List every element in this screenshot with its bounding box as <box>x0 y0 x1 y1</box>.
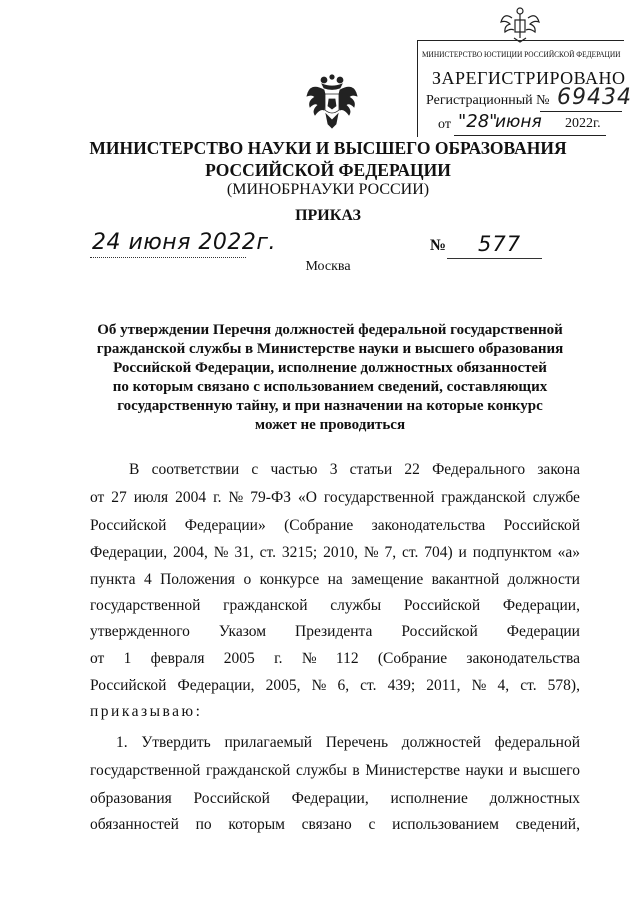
subject-line: государственную тайну, и при назначении на которые конкурс <box>117 398 543 414</box>
body-word: образования <box>90 790 172 807</box>
subject-line: по которым связано с использованием сведений, составляющих <box>112 379 548 395</box>
body-word: Федерации, <box>90 544 168 561</box>
body-word: соответствии <box>151 461 240 478</box>
body-word: № <box>228 489 244 506</box>
stamp-ministry-name: МИНИСТЕРСТВО ЮСТИЦИИ РОССИЙСКОЙ ФЕДЕРАЦИИ <box>422 50 621 59</box>
body-word: государственной <box>90 762 201 779</box>
body-word: 27 <box>111 489 127 506</box>
stamp-emblem-icon <box>498 4 542 44</box>
body-line <box>129 460 580 480</box>
stamp-number-underline <box>540 111 622 112</box>
body-word: с <box>368 816 376 833</box>
body-word: по <box>195 816 212 833</box>
body-word: (Собрание <box>377 650 448 667</box>
body-word: Российской <box>193 790 270 807</box>
body-word: утвержденного <box>90 623 190 640</box>
ministry-name-line2: РОССИЙСКОЙ ФЕДЕРАЦИИ <box>205 160 451 180</box>
body-word: связано <box>301 816 352 833</box>
body-word: Российской <box>401 623 478 640</box>
body-word: 704) <box>424 544 453 561</box>
stamp-registered-label: ЗАРЕГИСТРИРОВАНО <box>432 68 626 88</box>
body-line <box>116 733 580 753</box>
body-word: должности <box>507 571 580 588</box>
body-word: (Собрание <box>284 517 354 534</box>
body-word: Федерации» <box>184 517 266 534</box>
body-word: 1 <box>123 650 132 667</box>
coat-of-arms-icon <box>306 74 358 130</box>
body-word: № <box>213 544 229 561</box>
body-word: государственной <box>323 489 435 506</box>
body-line <box>90 596 580 616</box>
body-word: Российской <box>403 597 481 614</box>
body-word: 4 <box>143 571 152 588</box>
stamp-date-prefix: от <box>438 117 451 132</box>
body-word: исполнение <box>390 790 468 807</box>
ministry-name-line1: МИНИСТЕРСТВО НАУКИ И ВЫСШЕГО ОБРАЗОВАНИЯ <box>89 138 567 158</box>
body-word: 2004, <box>172 544 208 561</box>
body-word: Указом <box>218 623 267 640</box>
body-word: № <box>311 677 327 694</box>
body-word: 79-ФЗ <box>250 489 291 506</box>
body-word: службе <box>532 489 580 506</box>
stamp-date-underline <box>454 135 606 136</box>
body-word: высшего <box>522 762 580 779</box>
body-word: гражданской <box>223 597 308 614</box>
body-word: Президента <box>295 623 373 640</box>
body-word: должностных <box>489 790 580 807</box>
body-line <box>90 815 580 835</box>
order-number: 577 <box>478 232 522 256</box>
body-word: № <box>363 544 379 561</box>
stamp-date-month: июня <box>495 112 542 132</box>
body-word: Федерации, <box>502 597 580 614</box>
body-word: г. <box>274 650 283 667</box>
order-date: 24 июня 2022г. <box>92 230 276 255</box>
body-word: июля <box>133 489 169 506</box>
body-word: Федерации, <box>177 677 255 694</box>
body-word: подпунктом <box>472 544 552 561</box>
body-word: 439; <box>387 677 416 694</box>
stamp-registration-label: Регистрационный № <box>426 93 550 108</box>
body-line: приказываю: <box>90 703 203 720</box>
body-word: 6, <box>337 677 350 694</box>
body-word: февраля <box>150 650 205 667</box>
body-word: 3215; <box>281 544 318 561</box>
body-word: 4, <box>497 677 510 694</box>
body-word: ст. <box>520 677 537 694</box>
body-word: Российской <box>503 517 580 534</box>
stamp-date-year: 2022г. <box>565 116 601 131</box>
subject-line: может не проводиться <box>254 417 406 433</box>
body-word: на <box>327 571 343 588</box>
body-word: о <box>243 571 252 588</box>
body-line <box>90 543 580 563</box>
order-number-label: № <box>430 237 447 254</box>
body-word: 112 <box>335 650 359 667</box>
body-word: Российской <box>90 677 167 694</box>
body-line <box>90 676 580 696</box>
body-word: 2004 <box>175 489 207 506</box>
body-line <box>90 761 580 781</box>
body-word: вакантной <box>431 571 500 588</box>
order-date-underline <box>90 257 246 258</box>
body-word: науки <box>465 762 504 779</box>
body-word: в <box>352 762 360 779</box>
body-line <box>90 488 580 508</box>
body-word: с <box>251 461 259 478</box>
body-word: Утвердить <box>141 734 211 751</box>
body-word: 31, <box>234 544 254 561</box>
body-word: службы <box>295 762 347 779</box>
body-word: ст. <box>360 677 377 694</box>
subject-line: гражданской службы в Министерстве науки и высшего образования <box>96 341 564 357</box>
body-word: г. <box>213 489 222 506</box>
body-word: государственной <box>90 597 201 614</box>
body-word: замещение <box>351 571 424 588</box>
body-word: ст. <box>401 544 419 561</box>
body-word: федеральной <box>494 734 580 751</box>
body-word: Федерального <box>432 461 526 478</box>
body-word: законодательства <box>371 517 486 534</box>
body-word: службы <box>330 597 382 614</box>
body-word: Министерстве <box>365 762 460 779</box>
body-word: гражданской <box>205 762 291 779</box>
body-word: Перечень <box>325 734 389 751</box>
body-word: 578), <box>547 677 580 694</box>
body-word: 1. <box>116 734 128 751</box>
body-word: 7, <box>384 544 397 561</box>
body-word: 2010, <box>323 544 358 561</box>
body-word: 2005, <box>265 677 301 694</box>
stamp-registration-number: 69434 <box>557 85 632 110</box>
body-word: и <box>508 762 518 779</box>
body-word: от <box>90 650 105 667</box>
body-word: прилагаемый <box>224 734 313 751</box>
body-word: которым <box>228 816 285 833</box>
stamp-date-day: "28" <box>458 111 498 132</box>
body-line <box>90 570 580 590</box>
subject-line: Российской Федерации, исполнение должностных обязанностей <box>113 360 547 376</box>
body-word: 22 <box>404 461 420 478</box>
body-word: В <box>129 461 140 478</box>
body-word: гражданской <box>441 489 526 506</box>
body-word: законодательства <box>466 650 580 667</box>
subject-line: Об утверждении Перечня должностей федеральной государственной <box>97 322 563 338</box>
body-word: Положения <box>160 571 236 588</box>
body-line <box>90 622 580 642</box>
body-word: статьи <box>349 461 393 478</box>
body-word: «а» <box>557 544 580 561</box>
body-word: пункта <box>90 571 136 588</box>
body-line <box>90 789 580 809</box>
body-word: ст. <box>259 544 276 561</box>
order-city: Москва <box>305 259 351 274</box>
body-word: Федерации, <box>291 790 369 807</box>
body-word: сведений, <box>515 816 580 833</box>
body-line <box>90 516 580 536</box>
body-line <box>90 649 580 669</box>
body-word: 2005 <box>223 650 255 667</box>
body-word: Федерации <box>506 623 580 640</box>
body-word: использованием <box>392 816 499 833</box>
body-word: конкурсе <box>259 571 320 588</box>
body-word: № <box>301 650 317 667</box>
body-word: от <box>90 489 105 506</box>
document-type-title: ПРИКАЗ <box>295 207 361 224</box>
body-word: частью <box>270 461 318 478</box>
body-word: обязанностей <box>90 816 179 833</box>
body-word: и <box>458 544 467 561</box>
body-word: 3 <box>329 461 338 478</box>
body-word: Российской <box>90 517 167 534</box>
body-word: 2011, <box>426 677 461 694</box>
body-word: «О <box>297 489 317 506</box>
body-word: № <box>471 677 487 694</box>
body-word: должностей <box>401 734 481 751</box>
body-word: закона <box>537 461 580 478</box>
ministry-short-name: (МИНОБРНАУКИ РОССИИ) <box>226 181 430 198</box>
